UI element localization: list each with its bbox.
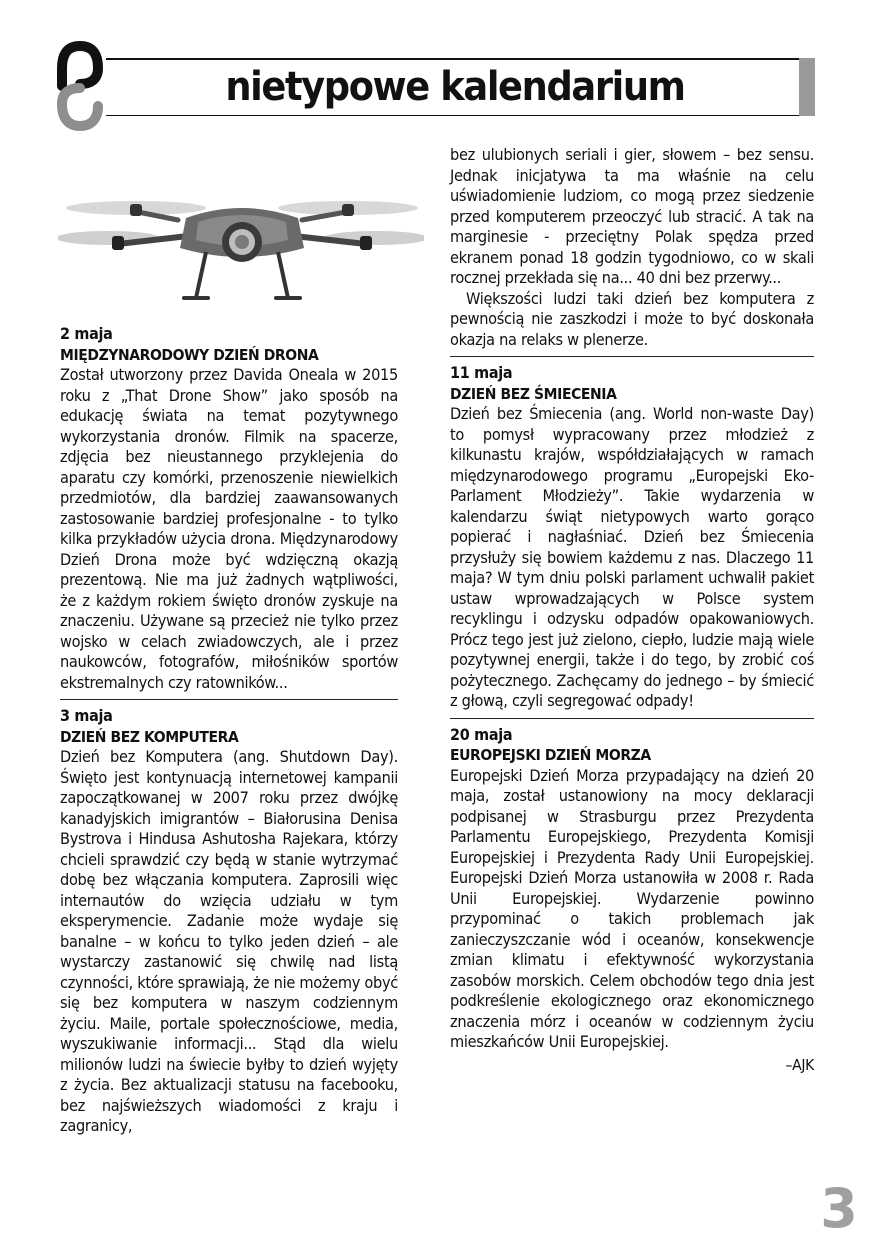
chain-logo-icon (56, 40, 104, 132)
section-body: Dzień bez Śmiecenia (ang. World non-waste Day) to pomysł wypracowany przez młodzież z kilkunastu krajów, współdziałających w ramach międzynarodowego programu „Europejski Eko-Parlament Młodzieży”. Takie wydarzenia w kalendarzu świąt nietypowych warto gorąco popierać i nagłaśniać. Dzień bez Śmiecenia przysłuży się bowiem każdemu z nas. Dlaczego 11 maja? W tym dniu polski parlament uchwalił pakiet ustaw wprowadzających w Polsce system recyklingu i odzysku odpadów opakowaniowych. Prócz tego jest już zielono, ciepło, ludzie mają wiele pozytywnej energii, także i do tego, by zrobić coś pożytecznego. Zachęcamy do jednego – by śmiecić z głową, czyli segregować odpady! (450, 404, 814, 710)
section-divider (450, 356, 814, 357)
section-date: 3 maja (60, 706, 113, 725)
section-paragraph: Większości ludzi taki dzień bez komputera z pewnością nie zaszkodzi i może to być doskonała okazja na relaks w plenerze. (450, 288, 814, 349)
right-column (450, 145, 814, 1075)
header-rule-bottom (106, 115, 814, 116)
page-title: nietypowe kalendarium (225, 63, 685, 110)
author-signature: –AJK (785, 1055, 814, 1074)
section-date: 2 maja (60, 324, 113, 343)
section-date: 20 maja (450, 724, 513, 744)
page-number: 3 (820, 1177, 858, 1240)
section-body: Został utworzony przez Davida Oneala w 2015 roku z „That Drone Show” jako sposób na edukację świata na temat pozytywnego wykorzystania dronów. Filmik na spacerze, zdjęcia bez nieustannego przyklejenia do aparatu czy komórki, przenoszenie niewielkich przedmiotów, dla bardziej zaawansowanych zastosowanie bardziej profesjonalne - to tylko kilka przykładów użycia drona. Międzynarodowy Dzień Drona może być wdzięczną okazją prezentową. Nie ma już żadnych wątpliwości, że z każdym rokiem święto dronów zyskuje na znaczeniu. Używane są przecież nie tylko przez wojsko w celach zwiadowczych, ale i przez naukowców, fotografów, miłośników sportów ekstremalnych czy ratowników... (60, 365, 398, 692)
section-divider (450, 718, 814, 719)
section-body: Europejski Dzień Morza przypadający na dzień 20 maja, został ustanowiony na mocy deklaracji podpisanej w Strasburgu przez Prezydenta Parlamentu Europejskiego, Prezydenta Komisji Europejskiej i Prezydenta Rady Unii Europejskiej. Europejski Dzień Morza ustanowiła w 2008 r. Rada Unii Europejskiej. Wydarzenie powinno przypominać o takich problemach jak zanieczyszczanie wód i oceanów, konsekwencje zmian klimatu i efektywność wykorzystania zasobów morskich. Celem obchodów tego dnia jest podkreślenie ekologicznego oraz ekonomicznego znaczenia mórz i oceanów w codziennym życiu mieszkańców Unii Europejskiej. (450, 765, 814, 1051)
drone-image (58, 148, 424, 320)
section-heading: MIĘDZYNARODOWY DZIEŃ DRONA (60, 345, 319, 364)
left-column (60, 322, 398, 1137)
section-heading: EUROPEJSKI DZIEŃ MORZA (450, 746, 651, 764)
section-divider (60, 699, 398, 700)
section-body-continued: bez ulubionych seriali i gier, słowem – bez sensu. Jednak inicjatywa ta ma właśnie na celu uświadomienie ludziom, co mogą przez siedzenie przed komputerem przeoczyć lub stracić. A tak na marginesie - przeciętny Polak spędza przed ekranem ponad 18 godzin tygodniowo, co w skali rocznej przekłada się na... 40 dni bez przerwy... (450, 145, 814, 287)
section-date: 11 maja (450, 363, 513, 382)
section-body: Dzień bez Komputera (ang. Shutdown Day). Święto jest kontynuacją internetowej kampanii zapoczątkowanej w 2007 roku przez dwójkę kanadyjskich imigrantów – Białorusina Denisa Bystrova i Hindusa Ashutosha Rajekara, którzy chcieli sprawdzić czy będą w stanie wytrzymać dobę bez włączania komputera. Zaprosili więc internautów do wzięcia udziału w tym eksperymencie. Zadanie może wydaje się banalne – w końcu to tylko jeden dzień – ale wystarczy zastanowić się chwilę nad listą czynności, które sprawiają, że nie możemy obyć się bez komputera w naszym codziennym życiu. Maile, portale społecznościowe, media, wyszukiwanie informacji... Stąd dla wielu milionów ludzi na świecie byłby to dzień wyjęty z życia. Bez aktualizacji statusu na facebooku, bez najświeższych wiadomości z kraju i zagranicy, (60, 747, 398, 1135)
section-heading: DZIEŃ BEZ KOMPUTERA (60, 727, 239, 746)
section-heading: DZIEŃ BEZ ŚMIECENIA (450, 384, 617, 403)
header-accent-bar (799, 58, 815, 116)
